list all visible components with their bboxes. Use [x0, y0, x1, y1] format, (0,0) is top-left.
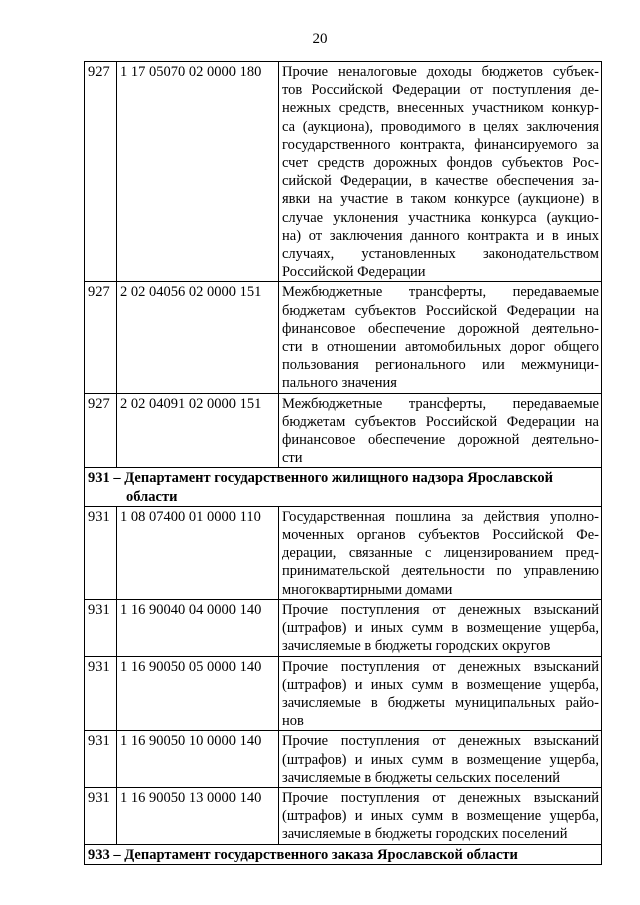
- admin-code-cell: 931: [85, 787, 117, 844]
- admin-code-cell: 931: [85, 656, 117, 731]
- income-name-cell: [279, 731, 602, 788]
- income-name-line: пального значения: [282, 375, 397, 392]
- income-code-cell: 1 16 90040 04 0000 140: [117, 599, 279, 656]
- income-name-cell: [279, 656, 602, 731]
- section-header-line: 931 – Департамент государственного жилищного надзора Ярославской: [88, 470, 554, 487]
- income-name-line: са (аукциона), проводимого в целях заключения: [282, 118, 599, 135]
- income-name-line: нежных средств, внесенных участником конкур-: [282, 100, 599, 117]
- section-header: [85, 844, 602, 864]
- income-name-line: Прочие поступления от денежных взысканий: [282, 601, 599, 618]
- section-header-line: 933 – Департамент государственного заказа Ярославской области: [88, 846, 518, 863]
- admin-code-cell: 931: [85, 506, 117, 599]
- income-name-line: зачисляемые в бюджеты городских округов: [282, 638, 551, 655]
- admin-code-cell: 931: [85, 731, 117, 788]
- table-row: [85, 282, 602, 393]
- income-name-line: бюджетам субъектов Российской Федерации на: [282, 413, 599, 430]
- income-name-line: государственного контракта, финансируемого за: [282, 136, 599, 153]
- income-name-line: (штрафов) и иных сумм в возмещение ущерба,: [282, 676, 599, 693]
- income-name-cell: [279, 62, 602, 282]
- table-row: [85, 787, 602, 844]
- section-header-row: [85, 468, 602, 506]
- income-name-cell: [279, 787, 602, 844]
- income-code-cell: 2 02 04091 02 0000 151: [117, 393, 279, 468]
- table-row: [85, 656, 602, 731]
- income-name-cell: [279, 506, 602, 599]
- income-name-cell: [279, 393, 602, 468]
- income-name-line: Государственная пошлина за действия уполно-: [282, 508, 599, 525]
- income-name-line: Прочие поступления от денежных взысканий: [282, 789, 599, 806]
- income-name-line: явки на участие в таком конкурсе (аукционе) в: [282, 191, 599, 208]
- admin-code-cell: 931: [85, 599, 117, 656]
- income-name-line: Прочие неналоговые доходы бюджетов субъек-: [282, 64, 599, 80]
- income-name-line: нов: [282, 713, 304, 730]
- income-name-line: (штрафов) и иных сумм в возмещение ущерба,: [282, 751, 599, 768]
- table-row: [85, 506, 602, 599]
- income-name-line: Российской Федерации: [282, 264, 426, 281]
- income-name-line: зачисляемые в бюджеты сельских поселений: [282, 769, 561, 786]
- income-code-cell: 1 08 07400 01 0000 110: [117, 506, 279, 599]
- income-name-line: бюджетам субъектов Российской Федерации на: [282, 302, 599, 319]
- income-name-line: (штрафов) и иных сумм в возмещение ущерба,: [282, 620, 599, 637]
- income-name-line: тов Российской Федерации от поступления де-: [282, 82, 599, 99]
- income-code-cell: 1 16 90050 05 0000 140: [117, 656, 279, 731]
- income-name-line: счет средств дорожных фондов субъектов Рос-: [282, 155, 599, 172]
- income-name-line: сти в отношении автомобильных дорог общего: [282, 339, 599, 356]
- income-name-cell: [279, 282, 602, 393]
- table-row: [85, 393, 602, 468]
- income-name-line: зачисляемые в бюджеты муниципальных райо-: [282, 694, 599, 711]
- income-name-line: Межбюджетные трансферты, передаваемые: [282, 284, 599, 301]
- income-name-cell: [279, 599, 602, 656]
- income-name-line: на) от заключения данного контракта и в иных: [282, 227, 599, 244]
- income-code-cell: 1 16 90050 13 0000 140: [117, 787, 279, 844]
- admin-code-cell: 927: [85, 282, 117, 393]
- table-row: [85, 599, 602, 656]
- income-name-line: случаях, установленных законодательством: [282, 246, 599, 263]
- income-name-line: принимательской деятельности по управлению: [282, 563, 599, 580]
- budget-classification-table: [84, 61, 602, 865]
- section-header-row: [85, 844, 602, 864]
- income-name-line: случае уклонения участника конкурса (аукцио-: [282, 209, 599, 226]
- income-name-line: Межбюджетные трансферты, передаваемые: [282, 395, 599, 412]
- income-name-line: сти: [282, 450, 303, 467]
- admin-code-cell: 927: [85, 62, 117, 282]
- income-name-line: Прочие поступления от денежных взысканий: [282, 658, 599, 675]
- income-name-line: дерации, связанные с лицензированием пред-: [282, 545, 599, 562]
- admin-code-cell: 927: [85, 393, 117, 468]
- income-name-line: моченных органов субъектов Российской Фе-: [282, 527, 599, 544]
- income-name-line: финансовое обеспечение дорожной деятельно-: [282, 320, 599, 337]
- income-name-line: (штрафов) и иных сумм в возмещение ущерба,: [282, 808, 599, 825]
- section-header-line: области: [126, 488, 178, 505]
- income-name-line: Прочие поступления от денежных взысканий: [282, 733, 599, 750]
- income-code-cell: 2 02 04056 02 0000 151: [117, 282, 279, 393]
- income-code-cell: 1 16 90050 10 0000 140: [117, 731, 279, 788]
- income-name-line: финансовое обеспечение дорожной деятельно-: [282, 432, 599, 449]
- page-number: 20: [312, 31, 328, 47]
- income-name-line: многоквартирными домами: [282, 581, 453, 598]
- income-name-line: зачисляемые в бюджеты городских поселений: [282, 826, 568, 843]
- income-name-line: пользования регионального или межмуници-: [282, 357, 599, 374]
- section-header: [85, 468, 602, 506]
- income-code-cell: 1 17 05070 02 0000 180: [117, 62, 279, 282]
- income-name-line: сийской Федерации, в качестве обеспечения за-: [282, 173, 599, 190]
- table-row: [85, 731, 602, 788]
- table-row: [85, 62, 602, 282]
